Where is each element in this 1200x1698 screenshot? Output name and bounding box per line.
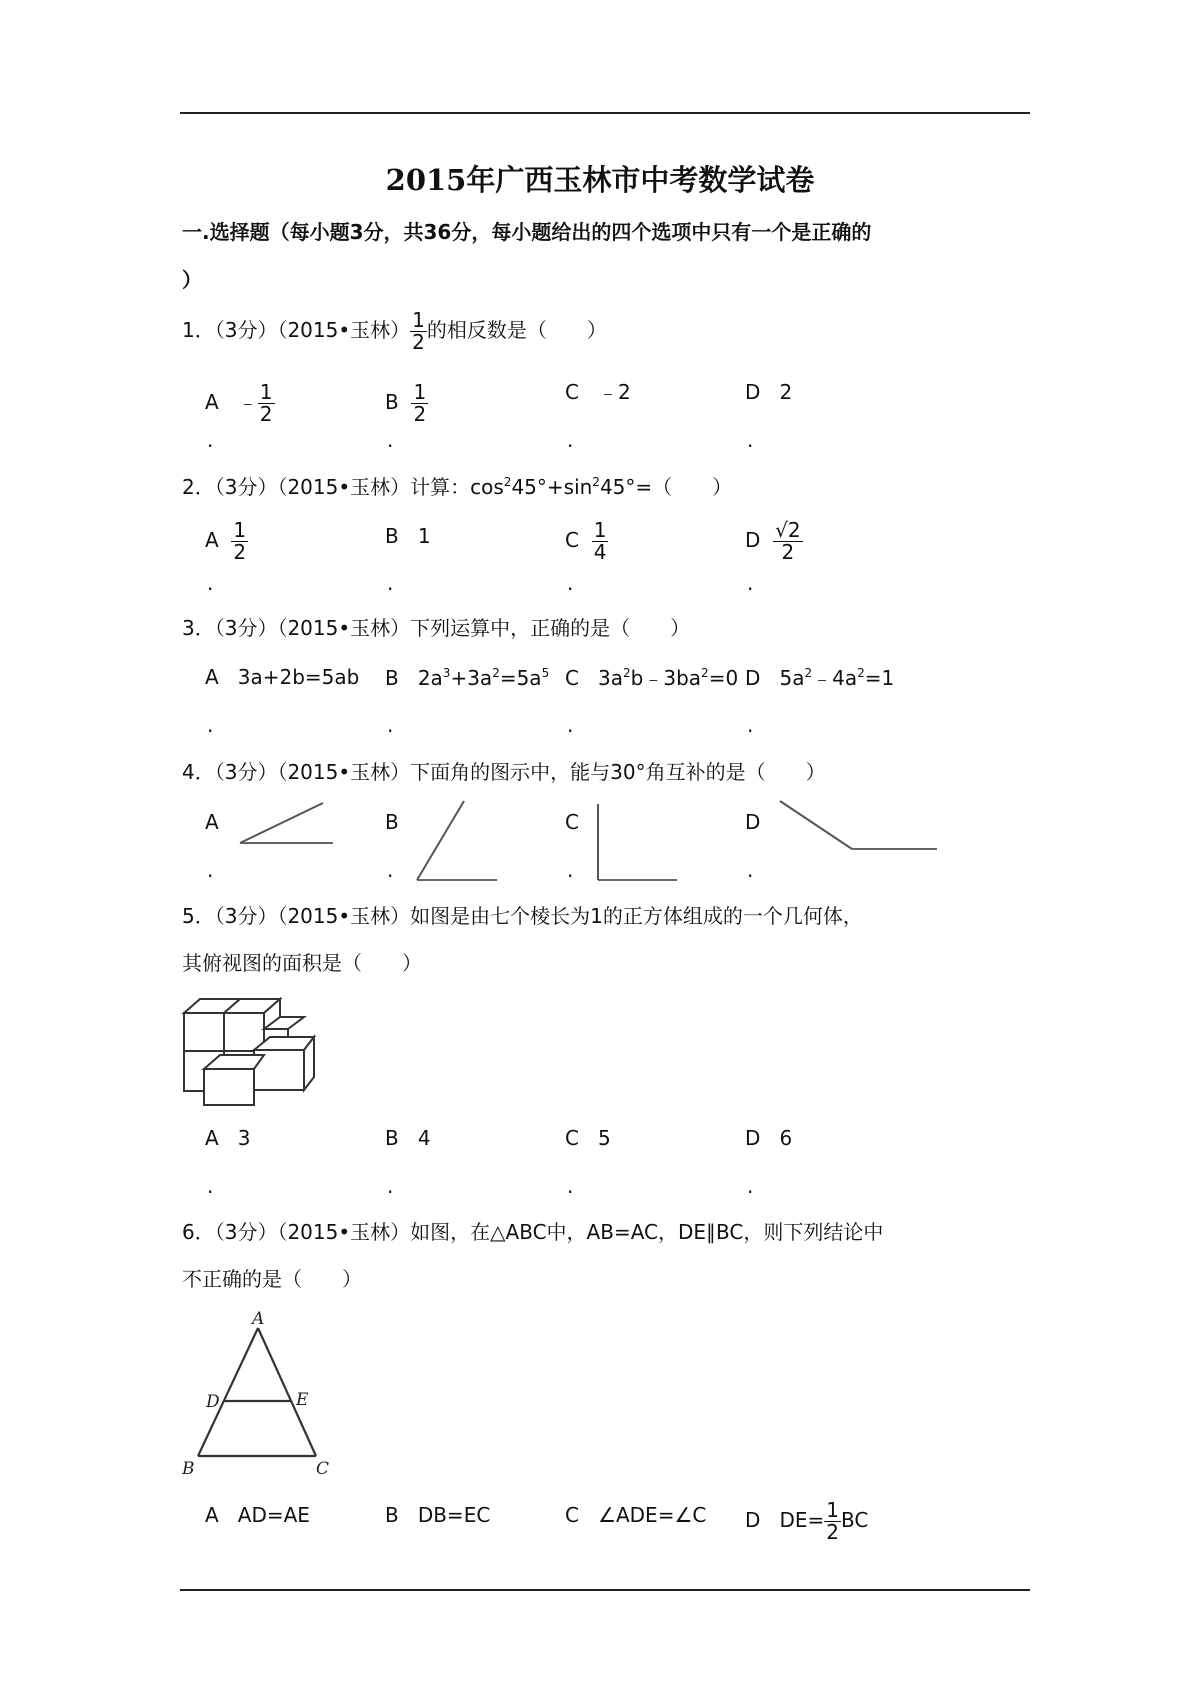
angle-figure-d <box>772 795 942 855</box>
angle-figure-b <box>412 795 502 885</box>
q3-option-a[interactable]: A 3a+2b=5ab <box>205 665 360 689</box>
section-heading-end: ） <box>182 268 202 292</box>
q4-option-a[interactable]: A <box>205 810 219 834</box>
option-dot: . <box>207 858 214 882</box>
question-4: 4．（3分）（2015•玉林）下面角的图示中，能与30°角互补的是（ ） <box>182 760 826 784</box>
vertex-label-a: A <box>252 1310 265 1329</box>
option-dot: . <box>387 713 394 737</box>
q4-option-b[interactable]: B <box>385 810 399 834</box>
footer-rule <box>180 1589 1030 1591</box>
q6-option-b[interactable]: B DB=EC <box>385 1503 491 1527</box>
option-dot: . <box>207 428 214 452</box>
option-dot: . <box>747 1174 754 1198</box>
option-dot: . <box>387 571 394 595</box>
option-dot: . <box>567 428 574 452</box>
q1-option-a[interactable]: A ﹣ $\frac{1}{2}$ <box>205 380 273 426</box>
question-5-line2: 其俯视图的面积是（ ） <box>182 951 422 975</box>
question-3: 3．（3分）（2015•玉林）下列运算中，正确的是（ ） <box>182 616 691 640</box>
vertex-label-d: D <box>206 1392 220 1412</box>
q2-option-d[interactable]: D $\frac{√2}{2}$ <box>745 518 801 564</box>
q2-option-a[interactable]: A $\frac{1}{2}$ <box>205 518 247 564</box>
option-dot: . <box>387 858 394 882</box>
vertex-label-b: B <box>182 1459 195 1479</box>
angle-figure-c <box>592 800 682 885</box>
cube-solid-figure <box>180 995 320 1107</box>
question-6-line2: 不正确的是（ ） <box>182 1267 362 1291</box>
q5-option-d[interactable]: D 6 <box>745 1126 793 1150</box>
angle-figure-a <box>235 795 335 850</box>
triangle-abc-figure <box>178 1310 348 1480</box>
option-dot: . <box>747 571 754 595</box>
option-dot: . <box>207 1174 214 1198</box>
q3-option-c[interactable]: C $3a^2b﹣3ba^2=0$ <box>565 666 739 690</box>
q2-option-c[interactable]: C $\frac{1}{4}$ <box>565 518 607 564</box>
q5-option-c[interactable]: C 5 <box>565 1126 611 1150</box>
option-dot: . <box>567 858 574 882</box>
option-dot: . <box>207 571 214 595</box>
question-5: 5．（3分）（2015•玉林）如图是由七个棱长为1的正方体组成的一个几何体， <box>182 904 863 928</box>
option-dot: . <box>387 428 394 452</box>
option-dot: . <box>567 1174 574 1198</box>
option-dot: . <box>747 428 754 452</box>
vertex-label-e: E <box>296 1390 309 1410</box>
q6-option-a[interactable]: A AD=AE <box>205 1503 310 1527</box>
option-dot: . <box>387 1174 394 1198</box>
q3-option-d[interactable]: D $5a^2﹣4a^2=1$ <box>745 666 895 690</box>
question-2: 2．（3分）（2015•玉林）计算：$\cos^245^\circ+\sin^245^\circ=$（ ） <box>182 475 733 499</box>
option-dot: . <box>747 858 754 882</box>
q5-option-b[interactable]: B 4 <box>385 1126 431 1150</box>
header-rule <box>180 112 1030 114</box>
option-dot: . <box>207 713 214 737</box>
question-1: 1．（3分）（2015•玉林） $\frac{1}{2}$ 的相反数是（ ） <box>182 308 607 354</box>
q3-option-b[interactable]: B $2a^3+3a^2=5a^5$ <box>385 666 550 690</box>
q1-option-c[interactable]: C ﹣2 <box>565 380 631 404</box>
fraction: $\frac{1}{2}$ <box>412 308 425 354</box>
q6-option-d[interactable]: D DE= $\frac{1}{2}$ BC <box>745 1498 869 1544</box>
option-dot: . <box>747 713 754 737</box>
q4-option-c[interactable]: C <box>565 810 579 834</box>
vertex-label-c: C <box>316 1459 330 1479</box>
q4-option-d[interactable]: D <box>745 810 761 834</box>
q6-option-c[interactable]: C ∠ADE=∠C <box>565 1503 707 1527</box>
section-heading: 一.选择题（每小题3分，共36分，每小题给出的四个选项中只有一个是正确的 <box>182 220 872 244</box>
question-6: 6．（3分）（2015•玉林）如图，在△ABC中，AB=AC，DE∥BC，则下列结论中 <box>182 1220 884 1244</box>
q1-option-b[interactable]: B $\frac{1}{2}$ <box>385 380 427 426</box>
page-title: 2015年广西玉林市中考数学试卷 <box>385 163 815 197</box>
option-dot: . <box>567 571 574 595</box>
q1-option-d[interactable]: D 2 <box>745 380 793 404</box>
q5-option-a[interactable]: A 3 <box>205 1126 251 1150</box>
q2-option-b[interactable]: B 1 <box>385 524 431 548</box>
option-dot: . <box>567 713 574 737</box>
